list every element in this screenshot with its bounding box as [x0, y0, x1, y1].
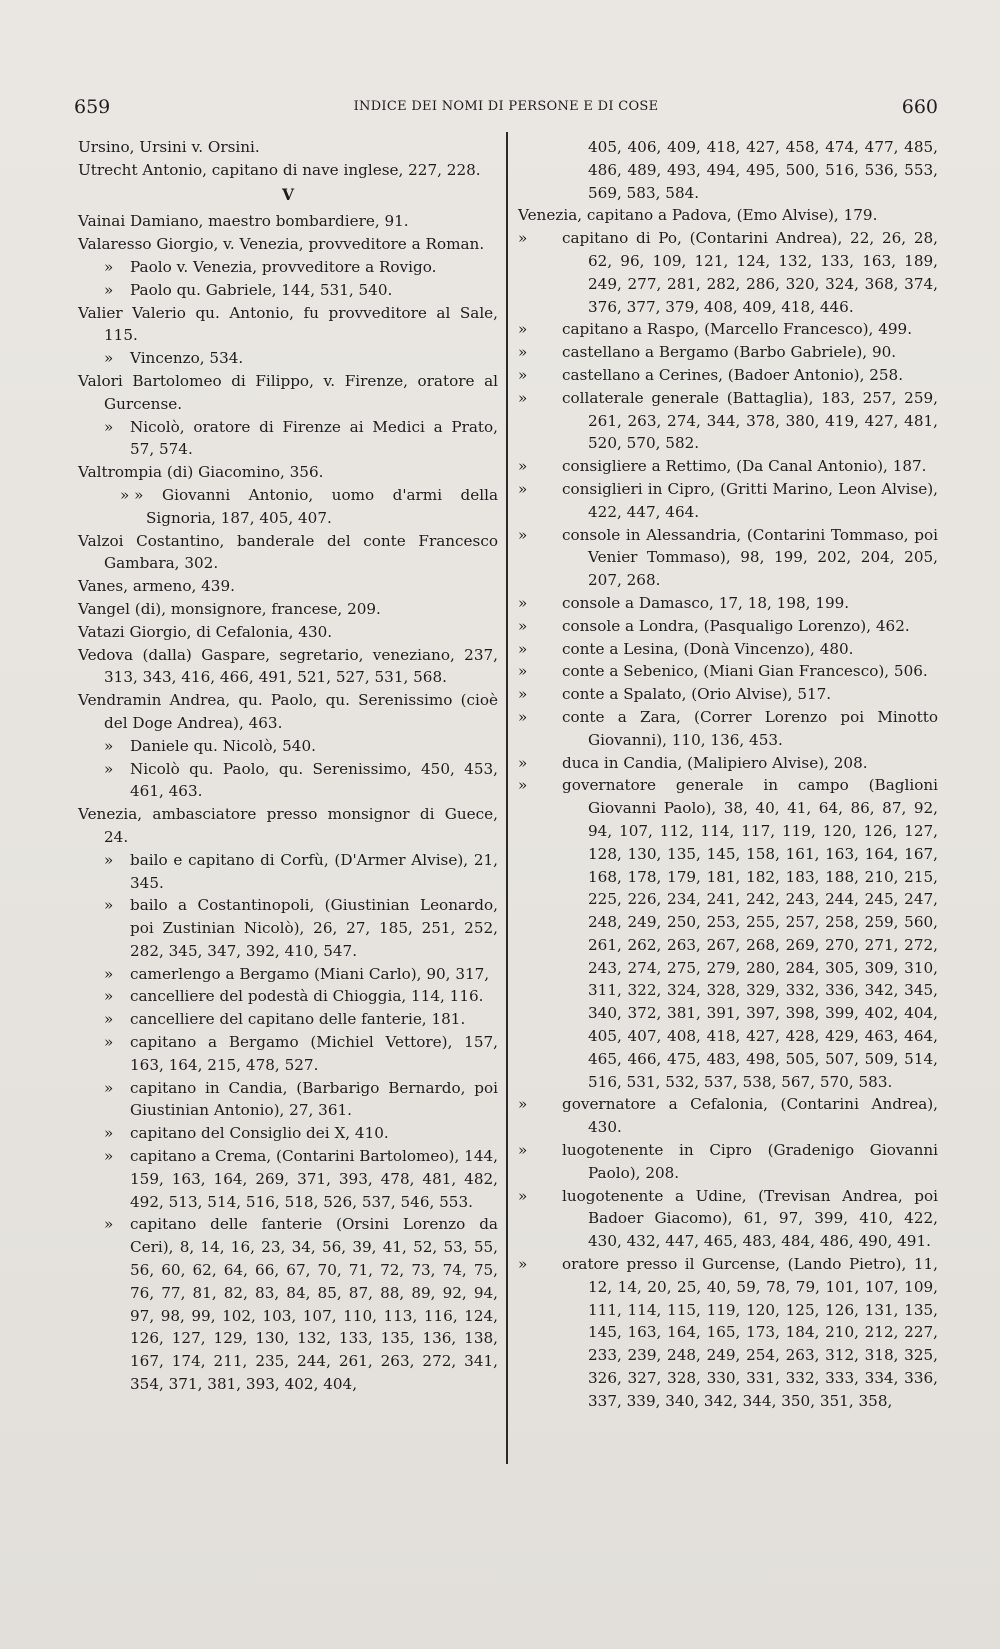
index-entry: [78, 233, 498, 256]
entry-text: collaterale generale (Battaglia), 183, 257, 259, 261, 263, 274, 344, 378, 380, 419, 427, 481, 520, 570, 582.: [562, 388, 938, 453]
index-entry: [518, 478, 938, 524]
entry-text: Valaresso Giorgio, v. Venezia, provveditore a Roman.: [78, 235, 485, 254]
index-entry: [78, 985, 498, 1008]
entry-text: Nicolò qu. Paolo, qu. Serenissimo, 450, 453, 461, 463.: [130, 759, 498, 801]
entry-text: Vainai Damiano, maestro bombardiere, 91.: [78, 212, 409, 231]
entry-text: bailo a Costantinopoli, (Giustinian Leonardo, poi Zustinian Nicolò), 26, 27, 185, 251, 252, 282, 345, 347, 392, 410, 547.: [130, 896, 498, 960]
index-entry: [78, 461, 498, 484]
index-entry: [518, 660, 938, 683]
index-entry: [78, 598, 498, 621]
ditto-mark: »: [104, 1215, 114, 1234]
entry-text: conte a Sebenico, (Miani Gian Francesco), 506.: [562, 662, 928, 681]
ditto-mark: »: [518, 1186, 528, 1205]
ditto-mark: »: [518, 639, 528, 658]
index-entry: [78, 136, 498, 159]
ditto-mark: »: [518, 662, 528, 681]
entry-text: capitano del Consiglio dei X, 410.: [130, 1124, 389, 1143]
index-entry: [78, 279, 498, 302]
index-entry: [78, 210, 498, 233]
entry-text: Valier Valerio qu. Antonio, fu provveditore al Sale, 115.: [78, 303, 498, 345]
index-entry: [78, 1122, 498, 1145]
ditto-mark: »: [104, 1124, 114, 1143]
index-entry: [518, 387, 938, 455]
index-entry: [78, 530, 498, 576]
index-entry: [78, 302, 498, 348]
ditto-mark: »: [518, 229, 528, 248]
ditto-mark: »: [104, 759, 114, 778]
ditto-mark: »: [104, 1010, 114, 1029]
entry-text: console a Damasco, 17, 18, 198, 199.: [562, 593, 850, 612]
entry-text: cancelliere del capitano delle fanterie, 181.: [130, 1010, 466, 1029]
entry-text: bailo e capitano di Corfù, (D'Armer Alvise), 21, 345.: [130, 850, 498, 892]
index-entry: [78, 1145, 498, 1213]
index-entry: [78, 1008, 498, 1031]
entry-text: capitano a Bergamo (Michiel Vettore), 157, 163, 164, 215, 478, 527.: [130, 1033, 498, 1074]
ditto-mark: »: [518, 479, 528, 498]
entry-text: Vanes, armeno, 439.: [78, 577, 235, 596]
ditto-mark: »: [518, 343, 528, 362]
entry-text: capitano a Raspo, (Marcello Francesco), 499.: [562, 320, 913, 339]
column-divider: [506, 132, 508, 1464]
entry-text: Venezia, capitano a Padova, (Emo Alvise), 179.: [518, 206, 878, 225]
ditto-mark: »: [104, 1078, 114, 1097]
entry-text: Paolo qu. Gabriele, 144, 531, 540.: [130, 280, 393, 299]
ditto-mark: »: [518, 1095, 528, 1114]
index-entry: [78, 689, 498, 735]
entry-text: console in Alessandria, (Contarini Tommaso, poi Venier Tommaso), 98, 199, 202, 204, 205, 207, 268.: [562, 525, 938, 590]
index-entry: [518, 774, 938, 1093]
ditto-mark: »: [518, 388, 528, 407]
ditto-mark: »: [104, 736, 114, 755]
entry-text: castellano a Bergamo (Barbo Gabriele), 90.: [562, 343, 897, 362]
ditto-mark: »: [104, 1147, 114, 1166]
ditto-mark: »: [518, 707, 528, 726]
ditto-mark: »: [518, 525, 528, 544]
index-entry: [518, 364, 938, 387]
entry-text: conte a Lesina, (Donà Vincenzo), 480.: [562, 639, 854, 658]
index-entry: [518, 1185, 938, 1253]
index-entry: [518, 638, 938, 661]
index-entry: [78, 1077, 498, 1123]
ditto-mark: »: [104, 964, 114, 983]
index-entry: [518, 706, 938, 752]
entry-text: camerlengo a Bergamo (Miani Carlo), 90, 317,: [130, 964, 490, 983]
ditto-mark: »: [518, 320, 528, 339]
index-entry: [78, 963, 498, 986]
entry-text: capitano delle fanterie (Orsini Lorenzo da Ceri), 8, 14, 16, 23, 34, 56, 39, 41, 52, 53, 55, 56, 60, 62, 64, 66, 67, 70, 71, 72, 73, 74, 75, 76, 77, 81, 82, 83, 84, 85, 87, 88, 89, 92, 94, 97, 98, 99, 102, 103, 107, 110, 113, 116, 124, 126, 127, 129, 130, 132, 133, 135, 136, 138, 167, 174, 211, 235, 244, 261, 263, 272, 341, 354, 371, 381, 393, 402, 404,: [130, 1215, 498, 1394]
running-title: INDICE DEI NOMI DI PERSONE E DI COSE: [353, 99, 659, 114]
ditto-mark: »: [518, 457, 528, 476]
index-entry: [78, 347, 498, 370]
index-entry: [78, 370, 498, 416]
ditto-mark: »: [104, 1033, 114, 1052]
ditto-mark: »: [104, 417, 114, 436]
entry-text: consiglieri in Cipro, (Gritti Marino, Leon Alvise), 422, 447, 464.: [562, 479, 938, 521]
ditto-mark: »: [518, 616, 528, 635]
entry-text: duca in Candia, (Malipiero Alvise), 208.: [562, 753, 868, 772]
entry-text: conte a Zara, (Correr Lorenzo poi Minotto Giovanni), 110, 136, 453.: [562, 707, 938, 749]
index-entry: [78, 849, 498, 895]
entry-text: capitano a Crema, (Contarini Bartolomeo), 144, 159, 163, 164, 269, 371, 393, 478, 481, 482, 492, 513, 514, 516, 518, 526, 537, 546, 553.: [130, 1147, 498, 1211]
entry-text: Daniele qu. Nicolò, 540.: [130, 736, 316, 755]
ditto-mark: »: [518, 685, 528, 704]
entry-text: Valori Bartolomeo di Filippo, v. Firenze, oratore al Gurcense.: [78, 371, 498, 413]
entry-text: governatore a Cefalonia, (Contarini Andrea), 430.: [562, 1095, 938, 1137]
entry-text: capitano in Candia, (Barbarigo Bernardo, poi Giustinian Antonio), 27, 361.: [130, 1078, 498, 1120]
index-entry: [518, 341, 938, 364]
ditto-mark: »: [518, 776, 528, 795]
ditto-mark: »: [104, 257, 114, 276]
entry-text: consigliere a Rettimo, (Da Canal Antonio), 187.: [562, 457, 927, 476]
entry-text: Utrecht Antonio, capitano di nave inglese, 227, 228.: [78, 160, 481, 179]
entry-text: cancelliere del podestà di Chioggia, 114, 116.: [130, 987, 484, 1006]
index-entry: [78, 735, 498, 758]
index-entry: [518, 318, 938, 341]
entry-text: console a Londra, (Pasqualigo Lorenzo), 462.: [562, 616, 910, 635]
index-entry: [518, 615, 938, 638]
entry-text: Valtrompia (di) Giacomino, 356.: [78, 463, 324, 482]
index-entry: [78, 1213, 498, 1395]
ditto-mark: »: [518, 753, 528, 772]
entry-text: Ursino, Ursini v. Orsini.: [78, 138, 260, 156]
entry-text: Vendramin Andrea, qu. Paolo, qu. Serenissimo (cioè del Doge Andrea), 463.: [78, 691, 498, 732]
ditto-mark: »: [518, 1255, 528, 1274]
ditto-mark: »: [518, 365, 528, 384]
ditto-mark: »: [104, 280, 114, 299]
entry-text: Vatazi Giorgio, di Cefalonia, 430.: [78, 622, 333, 641]
index-entry: [518, 683, 938, 706]
entry-text: Venezia, ambasciatore presso monsignor di Guece, 24.: [78, 805, 498, 846]
entry-text: Paolo v. Venezia, provveditore a Rovigo.: [130, 257, 437, 276]
index-entry: [518, 204, 938, 227]
index-entry: [78, 644, 498, 690]
index-entry: [518, 592, 938, 615]
entry-text: Valzoi Costantino, banderale del conte Francesco Gambara, 302.: [78, 531, 498, 573]
page-header: [74, 96, 938, 120]
ditto-mark: »: [104, 896, 114, 915]
index-entry: [518, 524, 938, 592]
entry-text: Giovanni Antonio, uomo d'armi della Signoria, 187, 405, 407.: [146, 485, 498, 527]
index-entry: [78, 575, 498, 598]
index-entry: [518, 1253, 938, 1413]
index-entry: [518, 455, 938, 478]
index-entry: [518, 1139, 938, 1185]
entry-text: Vincenzo, 534.: [130, 349, 244, 368]
entry-text: 405, 406, 409, 418, 427, 458, 474, 477, 485, 486, 489, 493, 494, 495, 500, 516, 536, 553, 569, 583, 584.: [588, 138, 938, 202]
entry-text: conte a Spalato, (Orio Alvise), 517.: [562, 685, 832, 704]
entry-text: castellano a Cerines, (Badoer Antonio), 258.: [562, 365, 904, 384]
entry-text: luogotenente in Cipro (Gradenigo Giovanni Paolo), 208.: [562, 1141, 938, 1182]
index-entry: [78, 758, 498, 804]
entry-text: Nicolò, oratore di Firenze ai Medici a Prato, 57, 574.: [130, 417, 498, 459]
index-entry: [518, 1093, 938, 1139]
index-entry: [78, 894, 498, 962]
index-entry: [78, 484, 498, 530]
left-column: [78, 136, 498, 1396]
index-entry: [518, 136, 938, 204]
entry-text: governatore generale in campo (Baglioni Giovanni Paolo), 38, 40, 41, 64, 86, 87, 92, 94, 107, 112, 114, 117, 119, 120, 126, 127, 128, 130, 135, 145, 158, 161, 163, 164, 167, 168, 178, 179, 181, 182, 183, 188, 210, 215, 225, 226, 234, 241, 242, 243, 244, 245, 247, 248, 249, 250, 253, 255, 257, 258, 259, 560, 261, 262, 263, 267, 268, 269, 270, 271, 272, 243, 274, 275, 279, 280, 284, 305, 309, 310, 311, 322, 324, 328, 329, 332, 336, 342, 345, 340, 372, 381, 391, 397, 398, 399, 402, 404, 405, 407, 408, 418, 427, 428, 429, 463, 464, 465, 466, 475, 483, 498, 505, 507, 509, 514, 516, 531, 532, 537, 538, 567, 570, 583.: [562, 776, 938, 1091]
ditto-mark: »: [518, 593, 528, 612]
ditto-mark: »: [518, 1141, 528, 1160]
ditto-mark: »: [104, 987, 114, 1006]
entry-text: oratore presso il Gurcense, (Lando Pietro), 11, 12, 14, 20, 25, 40, 59, 78, 79, 101, 107, 109, 111, 114, 115, 119, 120, 125, 126, 131, 135, 145, 163, 164, 165, 173, 184, 210, 212, 227, 233, 239, 248, 249, 254, 263, 312, 318, 325, 326, 327, 328, 330, 331, 332, 333, 334, 336, 337, 339, 340, 342, 344, 350, 351, 358,: [562, 1255, 938, 1410]
entry-text: Vangel (di), monsignore, francese, 209.: [78, 599, 381, 618]
index-entry: [78, 803, 498, 849]
ditto-mark: »: [104, 850, 114, 869]
index-entry: [78, 621, 498, 644]
index-entry: [78, 256, 498, 279]
right-column: [518, 136, 938, 1413]
ditto-mark: » »: [120, 485, 144, 504]
entry-text: Vedova (dalla) Gaspare, segretario, veneziano, 237, 313, 343, 416, 466, 491, 521, 527, 531, 568.: [78, 645, 498, 687]
index-entry: [78, 416, 498, 462]
section-letter: V: [281, 184, 295, 204]
entry-text: luogotenente a Udine, (Trevisan Andrea, poi Badoer Giacomo), 61, 97, 399, 410, 422, 430, 432, 447, 465, 483, 484, 486, 490, 491.: [562, 1186, 938, 1251]
index-entry: [518, 227, 938, 318]
ditto-mark: »: [104, 349, 114, 368]
index-entry: [78, 1031, 498, 1077]
page-number-left: 659: [74, 96, 111, 118]
entry-text: capitano di Po, (Contarini Andrea), 22, 26, 28, 62, 96, 109, 121, 124, 132, 133, 163, 189, 249, 277, 281, 282, 286, 320, 324, 368, 374, 376, 377, 379, 408, 409, 418, 446.: [562, 229, 938, 316]
page-number-right: 660: [901, 96, 938, 118]
index-entry: [78, 159, 498, 182]
index-entry: [518, 752, 938, 775]
